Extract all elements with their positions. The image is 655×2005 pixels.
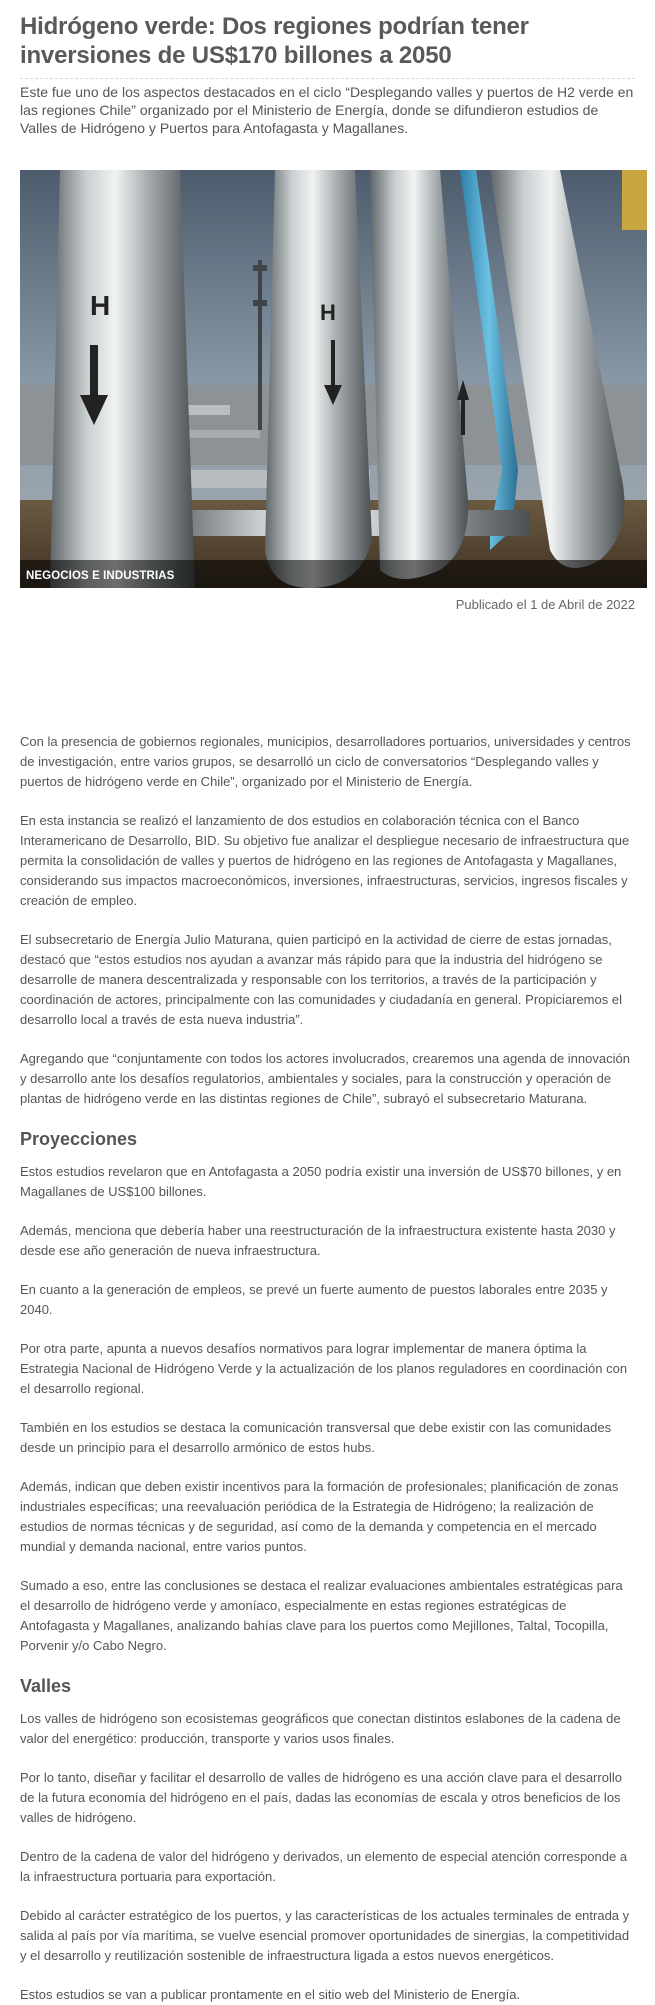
paragraph: Además, menciona que debería haber una reestructuración de la infraestructura existente hasta 2030 y desde ese año generación de nueva infraestructura. [20, 1223, 616, 1258]
paragraph: Estos estudios revelaron que en Antofagasta a 2050 podría existir una inversión de US$70 billones, y en Magallanes de US$100 billones. [20, 1164, 622, 1199]
image-caption-bar [20, 560, 647, 588]
hero-image [20, 170, 647, 588]
title-divider [20, 78, 635, 79]
paragraph: Por otra parte, apunta a nuevos desafíos normativos para lograr implementar de manera óptima la Estrategia Nacional de Hidrógeno Verde y la actualización de los planos reguladores en coordinación con el desarrollo regional. [20, 1341, 628, 1396]
paragraph: Estos estudios se van a publicar prontamente en el sitio web del Ministerio de Energía. [20, 1987, 521, 2002]
article-title: Hidrógeno verde: Dos regiones podrían tener inversiones de US$170 billones a 2050 [20, 13, 529, 69]
paragraph: Agregando que “conjuntamente con todos los actores involucrados, crearemos una agenda de innovación y desarrollo ante los desafíos regulatorios, ambientales y sociales, para la construcción y operación de plantas de hidrógeno verde en las distintas regiones de Chile”, subrayó el subsecretario Maturana. [20, 1051, 630, 1106]
svg-text:H: H [320, 300, 336, 325]
paragraph: Debido al carácter estratégico de los puertos, y las características de los actuales terminales de entrada y salida al país por vía marítima, se vuelve esencial promover oportunidades de sinergias, la competitividad y el desarrollo y reutilización sostenible de infraestructura ligada a estos nuevos energéticos. [20, 1908, 630, 1963]
article-body [20, 732, 635, 2005]
pipes-photo [20, 170, 647, 588]
paragraph: Por lo tanto, diseñar y facilitar el desarrollo de valles de hidrógeno es una acción clave para el desarrollo de la futura economía del hidrógeno en el país, dadas las economías de escala y otros beneficios de los valles de hidrógeno. [20, 1770, 622, 1825]
paragraph: También en los estudios se destaca la comunicación transversal que debe existir con las comunidades desde un principio para el desarrollo armónico de estos hubs. [20, 1420, 612, 1455]
paragraph: Además, indican que deben existir incentivos para la formación de profesionales; planificación de zonas industriales específicas; una reevaluación periódica de la Estrategia de Hidrógeno; la realización de estudios de normas técnicas y de seguridad, así como de la demanda y competencia en el mercado mundial y demanda nacional, entre varios puntos. [20, 1479, 619, 1554]
paragraph: En cuanto a la generación de empleos, se prevé un fuerte aumento de puestos laborales entre 2035 y 2040. [20, 1282, 608, 1317]
paragraph: En esta instancia se realizó el lanzamiento de dos estudios en colaboración técnica con el Banco Interamericano de Desarrollo, BID. Su objetivo fue analizar el despliegue necesario de infraestructura que permita la consolidación de valles y puertos de hidrógeno en las regiones de Antofagasta y Magallanes, considerando sus impactos macroeconómicos, inversiones, infraestructuras, servicios, ingresos fiscales y creación de empleo. [20, 813, 630, 908]
category-label[interactable]: NEGOCIOS E INDUSTRIAS [26, 570, 175, 582]
svg-text:H: H [90, 290, 111, 321]
paragraph: Con la presencia de gobiernos regionales, municipios, desarrolladores portuarios, universidades y centros de investigación, entre varios grupos, se desarrolló un ciclo de conversatorios “Desplegando valles y puertos de hidrógeno verde en Chile”, organizado por el Ministerio de Energía. [20, 734, 631, 789]
section-heading-proyecciones: Proyecciones [20, 1129, 138, 1149]
paragraph: Los valles de hidrógeno son ecosistemas geográficos que conectan distintos eslabones de la cadena de valor del energético: producción, transporte y varios usos finales. [20, 1711, 621, 1746]
paragraph: El subsecretario de Energía Julio Maturana, quien participó en la actividad de cierre de estas jornadas, destacó que “estos estudios nos ayudan a avanzar más rápido para que la industria del hidrógeno se desarrolle de manera descentralizada y responsable con los territorios, a través de la participación y coordinación de actores, principalmente con las comunidades y ciudadanía en general. Propiciaremos el desarrollo local a través de esta nueva industria”. [20, 932, 622, 1027]
paragraph: Sumado a eso, entre las conclusiones se destaca el realizar evaluaciones ambientales estratégicas para el desarrollo de hidrógeno verde y amoníaco, especialmente en estas regiones estratégicas de Antofagasta y Magallanes, analizando bahías clave para los puertos como Mejillones, Taltal, Tocopilla, Porvenir y/o Cabo Negro. [20, 1578, 623, 1653]
section-heading-valles: Valles [20, 1676, 72, 1696]
published-date: Publicado el 1 de Abril de 2022 [455, 597, 635, 612]
article-lead: Este fue uno de los aspectos destacados en el ciclo “Desplegando valles y puertos de H2 verde en las regiones Chile” organizado por el Ministerio de Energía, donde se difundieron estudios de Valles de Hidrógeno y Puertos para Antofagasta y Magallanes. [20, 84, 634, 136]
empty-space [20, 615, 635, 732]
paragraph: Dentro de la cadena de valor del hidrógeno y derivados, un elemento de especial atención corresponde a la infraestructura portuaria para exportación. [20, 1849, 628, 1884]
